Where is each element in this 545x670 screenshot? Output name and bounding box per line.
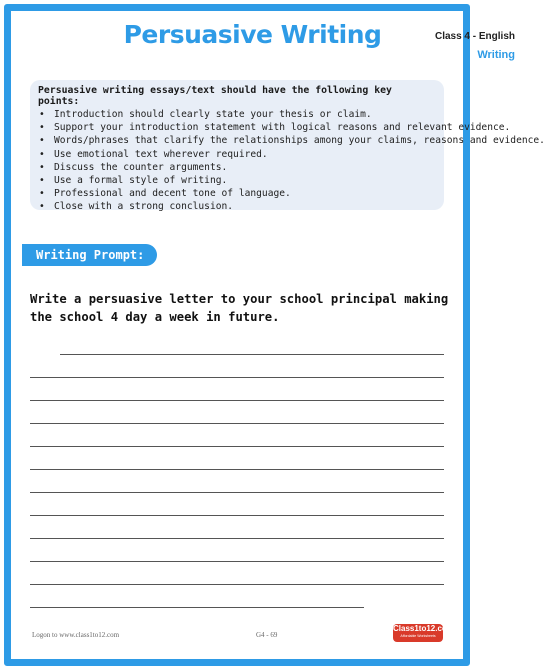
key-points-box: [30, 80, 545, 213]
class-label: Class 4 - English: [434, 31, 515, 42]
writing-line[interactable]: [30, 538, 444, 539]
bullet-icon: •: [39, 201, 45, 213]
list-item: • Professional and decent tone of language.: [39, 188, 291, 200]
writing-line[interactable]: [30, 400, 444, 401]
bullet-icon: •: [39, 148, 45, 160]
list-item: • Introduction should clearly state your thesis or claim.: [39, 109, 372, 120]
writing-prompt-label: Writing Prompt:: [22, 244, 157, 266]
key-points-list: [38, 108, 545, 214]
writing-line[interactable]: [30, 492, 444, 493]
bullet-icon: •: [39, 175, 45, 187]
writing-line[interactable]: [30, 446, 444, 447]
footer-page-number: G4 - 69: [256, 631, 278, 639]
bullet-icon: •: [39, 109, 45, 120]
list-item: • Use a formal style of writing.: [39, 175, 228, 187]
list-item: • Words/phrases that clarify the relationships among your claims, reasons and evidence.: [39, 135, 545, 147]
brand-logo: [393, 624, 454, 642]
writing-line[interactable]: [30, 469, 444, 470]
bullet-icon: •: [39, 122, 45, 134]
bullet-icon: •: [39, 161, 45, 173]
brand-tagline: Affordable Worksheets: [400, 634, 436, 638]
list-item: • Support your introduction statement with logical reasons and relevant evidence.: [39, 122, 511, 134]
subject-label: Writing: [477, 49, 515, 61]
list-item: • Close with a strong conclusion.: [39, 201, 234, 213]
writing-line[interactable]: [60, 354, 444, 355]
list-item: • Discuss the counter arguments.: [39, 161, 228, 173]
writing-line[interactable]: [30, 423, 444, 424]
bullet-icon: •: [39, 188, 45, 200]
writing-line[interactable]: [30, 561, 444, 562]
bullet-icon: •: [39, 135, 45, 147]
writing-line[interactable]: [30, 377, 444, 378]
page-title: Persuasive Writing: [123, 20, 382, 49]
key-points-heading: Persuasive writing essays/text should have the following key points:: [38, 85, 392, 107]
writing-line[interactable]: [30, 584, 444, 585]
footer-website: Logon to www.class1to12.com: [32, 631, 120, 639]
header-meta: [435, 31, 515, 61]
writing-line[interactable]: [30, 607, 364, 608]
list-item: • Use emotional text wherever required.: [39, 148, 268, 160]
brand-name: Class1to12.com: [393, 624, 454, 633]
writing-prompt-text: Write a persuasive letter to your school principal making the school 4 day a week in future.: [30, 292, 449, 324]
writing-line[interactable]: [30, 515, 444, 516]
